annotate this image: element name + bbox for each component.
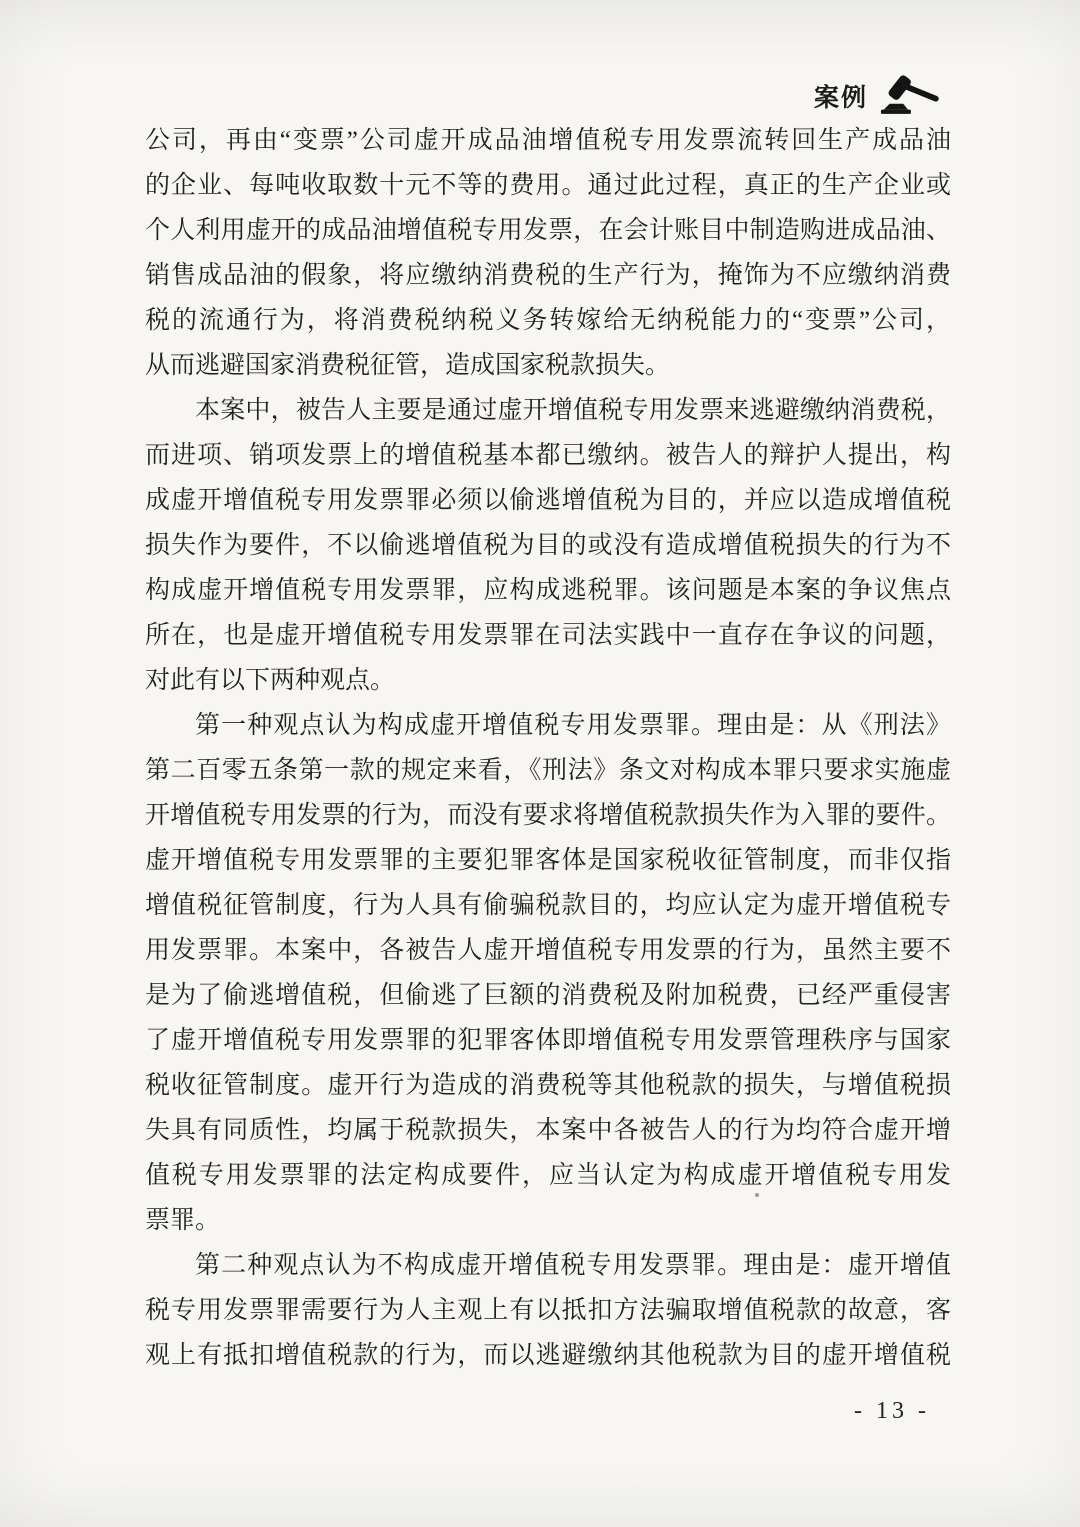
page-number: - 13 - [854,1398,930,1424]
text-line: 公司，再由“变票”公司虚开成品油增值税专用发票流转回生产成品油 [145,127,951,154]
text-line: 构成虚开增值税专用发票罪，应构成逃税罪。该问题是本案的争议焦点 [145,577,951,604]
text-line: 值税专用发票罪的法定构成要件，应当认定为构成虚开增值税专用发 [145,1162,951,1189]
text-line: 第二百零五条第一款的规定来看，《刑法》条文对构成本罪只要求实施虚 [145,757,951,784]
text-line: 增值税征管制度，行为人具有偷骗税款目的，均应认定为虚开增值税专 [145,892,951,919]
text-line: 税收征管制度。虚开行为造成的消费税等其他税款的损失，与增值税损 [145,1072,951,1099]
text-line: 用发票罪。本案中，各被告人虚开增值税专用发票的行为，虽然主要不 [145,937,951,964]
text-line: 销售成品油的假象，将应缴纳消费税的生产行为，掩饰为不应缴纳消费 [145,262,951,289]
text-line: 观上有抵扣增值税款的行为，而以逃避缴纳其他税款为目的虚开增值税 [145,1342,951,1369]
text-line: 从而逃避国家消费税征管，造成国家税款损失。 [145,352,671,379]
text-line: 虚开增值税专用发票罪的主要犯罪客体是国家税收征管制度，而非仅指 [145,847,951,874]
text-line: 了虚开增值税专用发票罪的犯罪客体即增值税专用发票管理秩序与国家 [145,1027,951,1054]
scan-artifact-dot [755,1193,759,1197]
text-line: 而进项、销项发票上的增值税基本都已缴纳。被告人的辩护人提出，构 [145,442,951,469]
badge-label: 案例 [813,85,868,112]
text-line: 失具有同质性，均属于税款损失，本案中各被告人的行为均符合虚开增 [145,1117,951,1144]
text-line: 损失作为要件，不以偷逃增值税为目的或没有造成增值税损失的行为不 [145,532,951,559]
text-line: 开增值税专用发票的行为，而没有要求将增值税款损失作为入罪的要件。 [145,802,951,829]
text-line: 本案中，被告人主要是通过虚开增值税专用发票来逃避缴纳消费税， [195,397,951,424]
text-line: 税专用发票罪需要行为人主观上有以抵扣方法骗取增值税款的故意，客 [145,1297,951,1324]
text-line: 是为了偷逃增值税，但偷逃了巨额的消费税及附加税费，已经严重侵害 [145,982,951,1009]
text-line: 成虚开增值税专用发票罪必须以偷逃增值税为目的，并应以造成增值税 [145,487,951,514]
text-line: 个人利用虚开的成品油增值税专用发票，在会计账目中制造购进成品油、 [145,217,951,244]
text-line: 第一种观点认为构成虚开增值税专用发票罪。理由是：从《刑法》 [195,712,951,739]
header-badge [814,74,940,118]
document-body [145,118,951,1378]
text-line: 第二种观点认为不构成虚开增值税专用发票罪。理由是：虚开增值 [195,1252,951,1279]
text-line: 税的流通行为，将消费税纳税义务转嫁给无纳税能力的“变票”公司， [145,307,951,334]
text-line: 对此有以下两种观点。 [145,667,396,694]
text-line: 所在，也是虚开增值税专用发票罪在司法实践中一直存在争议的问题， [145,622,951,649]
text-line: 的企业、每吨收取数十元不等的费用。通过此过程，真正的生产企业或 [145,172,951,199]
text-line: 票罪。 [145,1207,221,1234]
gavel-icon [878,74,940,118]
